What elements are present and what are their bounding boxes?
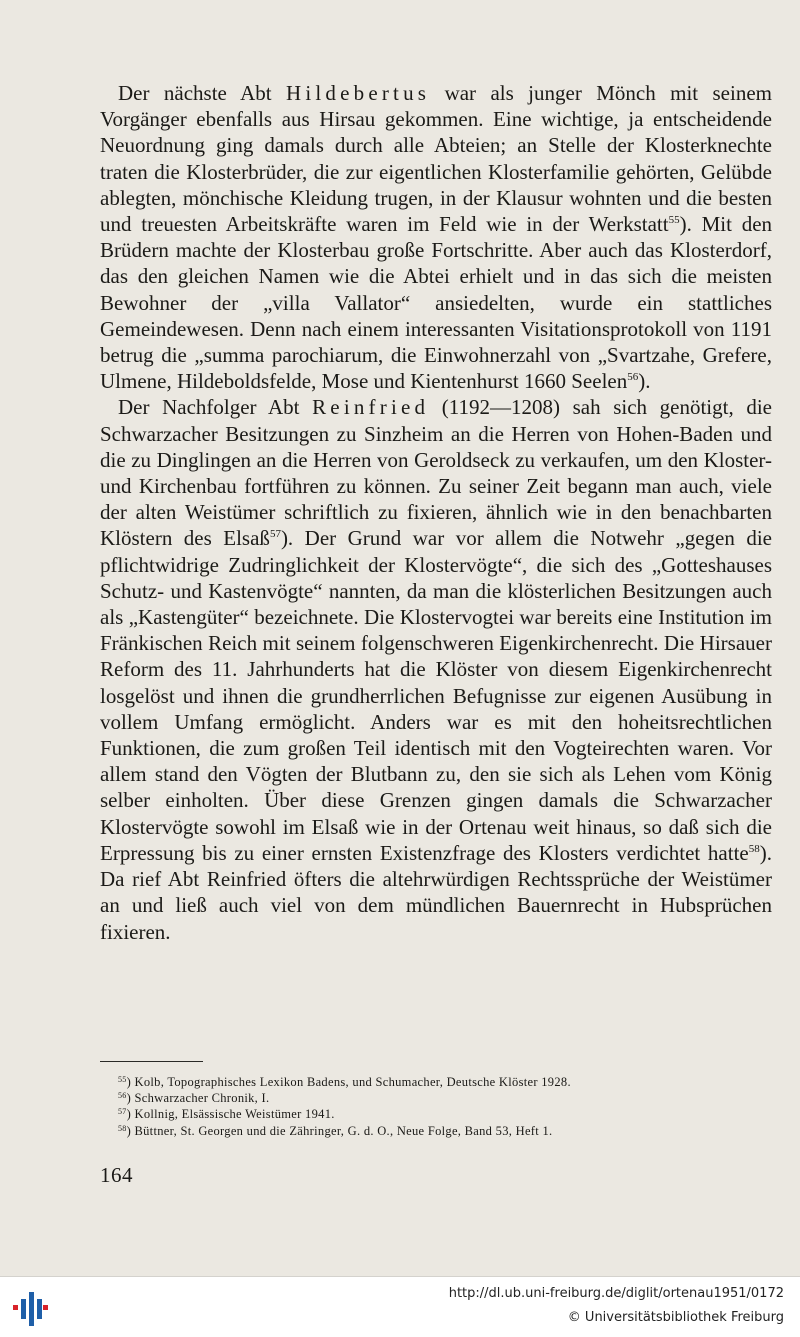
footnote-ref-56: 56: [627, 371, 639, 384]
ub-freiburg-logo-icon[interactable]: [10, 1289, 50, 1329]
abbot-name-hildebertus: Hildebertus: [285, 81, 431, 105]
paragraph-1: [100, 80, 772, 394]
paragraph-1-text-c: ). Mit den Brüdern machte der Klosterbau große Fortschritte. Aber auch das Klosterdorf, das den gleichen Namen wie die Abtei erhielt und in das sich die meisten Bewohner der „villa Vallator“ ansiedelten, wurde ein stattliches Gemeindewesen. Denn nach einem interessanten Visitationsprotokoll von 1191 betrug die „summa parochiarum, die Einwohnerzahl von „Svartzahe, Grefere, Ulmene, Hildeboldsfelde, Mose und Kientenhurst 1660 Seelen: [100, 212, 773, 394]
permalink-url[interactable]: http://dl.ub.uni-freiburg.de/diglit/ortenau1951/0172: [448, 1286, 784, 1301]
copyright-notice: © Universitätsbibliothek Freiburg: [567, 1310, 784, 1325]
abbot-name-reinfried: Reinfried: [312, 395, 430, 420]
viewer-footer: [0, 1276, 800, 1337]
paragraph-2-text-a: Der Nachfolger Abt: [118, 395, 313, 420]
footnote-text: ) Büttner, St. Georgen und die Zähringer, G. d. O., Neue Folge, Band 53, Heft 1.: [126, 1123, 553, 1138]
footnote-text: ) Kolb, Topographisches Lexikon Badens, und Schumacher, Deutsche Klöster 1928.: [126, 1075, 571, 1089]
paragraph-1-text-a: Der nächste Abt: [118, 81, 286, 105]
paragraph-2-text-c: ). Der Grund war vor allem die Notwehr „gegen die pflichtwidrige Zudringlichkeit der Klostervögte“, die sich des „Gotteshauses Schutz- und Kastenvögte“ nannten, da man die klösterlichen Besitzungen auch als „Kastengüter“ bezeichnete. Die Klostervogtei war bereits eine Institution im Fränkischen Reich mit seinem folgenschweren Eigenkirchenrecht. Die Hirsauer Reform des 11. Jahrhunderts hat die Klöster von diesem Eigenkirchenrecht losgelöst und ihnen die grundherrlichen Befugnisse zur eigenen Ausübung in vollem Umfang ermöglicht. Anders war es mit den hoheitsrechtlichen Funktionen, die zum großen Teil identisch mit den Vogteirechten waren. Vor allem stand den Vögten der Blutbann zu, den sie sich als Lehen vom König selber einholten. Über diese Grenzen gingen damals die Schwarzacher Klostervögte sowohl im Elsaß wie in der Ortenau weit hinaus, so daß sich die Erpressung bis zu einer ernsten Existenzfrage des Klosters verdichtet hatte: [100, 526, 772, 865]
paragraph-2-text-d: ). Da rief Abt Reinfried öfters die altehrwürdigen Rechtssprüche der Weistümer an und ließ auch viel von dem mündlichen Bauernrecht in Hubsprüchen fixieren.: [100, 840, 772, 944]
footnote-58: [118, 1123, 738, 1139]
footnote-56: [118, 1090, 738, 1106]
paragraph-1-text-b: war als junger Mönch mit seinem Vorgänger ebenfalls aus Hirsau gekommen. Eine wichtige, ja entscheidende Neuordnung ging damals durch alle Abteien; an Stelle der Klosterknechte traten die Klosterbrüder, die zur eigentlichen Klosterfamilie gehörten, Gelübde ablegten, mönchische Kleidung trugen, in der Klausur wohnten und die besten und treuesten Arbeitskräfte waren im Feld wie in der Werkstatt: [100, 81, 772, 237]
footnote-55: [118, 1074, 738, 1090]
page-number: 164: [100, 1163, 133, 1187]
footnote-divider: [100, 1061, 203, 1062]
footnote-57: [118, 1106, 738, 1122]
footnote-ref-55: 55: [668, 214, 680, 227]
footnote-mark: 57: [118, 1107, 127, 1117]
footnote-ref-57: 57: [269, 528, 281, 541]
footnote-text: ) Kollnig, Elsässische Weistümer 1941.: [126, 1107, 335, 1122]
footnote-text: ) Schwarzacher Chronik, I.: [126, 1091, 270, 1106]
footnote-mark: 56: [118, 1091, 127, 1101]
footnote-mark: 55: [118, 1075, 127, 1084]
footnotes: [118, 1074, 738, 1139]
body-text: [100, 80, 772, 945]
footnote-mark: 58: [118, 1123, 127, 1133]
paragraph-1-text-d: ).: [638, 369, 651, 394]
paragraph-2-text-b: (1192—1208) sah sich genötigt, die Schwarzacher Besitzungen zu Sinzheim an die Herren von Hohen-Baden und die zu Dinglingen an die Herren von Geroldseck zu verkaufen, um den Kloster- und Kirchenbau fortführen zu können. Zu seiner Zeit begann man auch, viele der alten Weistümer schriftlich zu fixieren, ähnlich wie in den benachbarten Klöstern des Elsaß: [100, 395, 772, 551]
paragraph-2: [100, 394, 772, 944]
footnote-ref-58: 58: [748, 842, 760, 855]
